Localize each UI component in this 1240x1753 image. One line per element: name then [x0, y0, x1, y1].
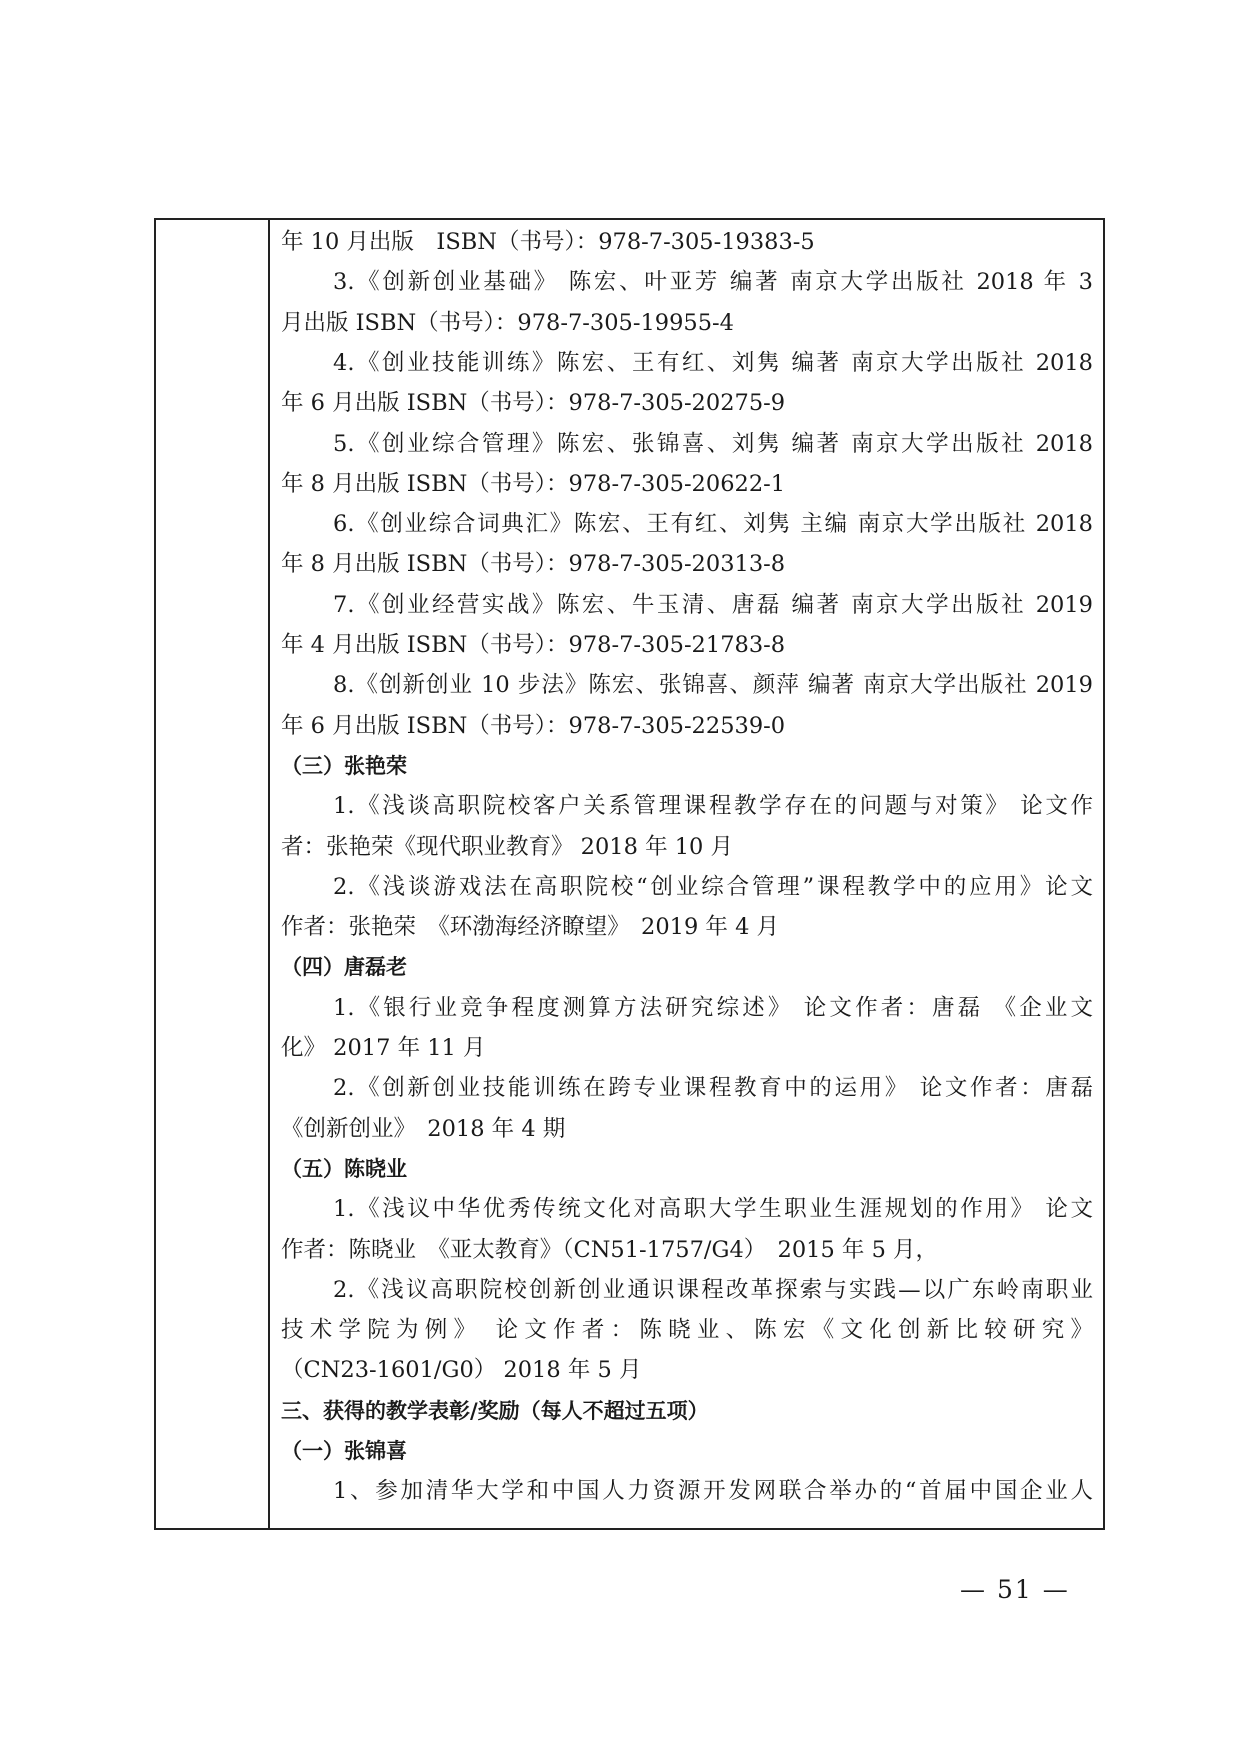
text-line: 4.《创业技能训练》陈宏、王有红、刘隽 编著 南京大学出版社 2018	[333, 349, 1093, 376]
text-line: （CN23-1601/G0） 2018 年 5 月	[281, 1357, 642, 1384]
text-line: 者：张艳荣《现代职业教育》 2018 年 10 月	[281, 833, 734, 860]
text-line: 2.《创新创业技能训练在跨专业课程教育中的运用》 论文作者：唐磊	[333, 1075, 1093, 1102]
text-line: 化》 2017 年 11 月	[281, 1035, 486, 1061]
text-line: 6.《创业综合词典汇》陈宏、王有红、刘隽 主编 南京大学出版社 2018	[333, 511, 1093, 538]
text-line: 作者：张艳荣 《环渤海经济瞭望》 2019 年 4 月	[281, 914, 780, 941]
page-number: — 51 —	[960, 1575, 1070, 1604]
text-line: 3.《创新创业基础》 陈宏、叶亚芳 编著 南京大学出版社 2018 年 3	[333, 269, 1093, 296]
text-line: 1、参加清华大学和中国人力资源开发网联合举办的“首届中国企业人	[333, 1478, 1093, 1505]
section-heading: （五）陈晓业	[281, 1156, 407, 1181]
text-line: 月出版 ISBN（书号）：978-7-305-19955-4	[281, 309, 734, 336]
text-line: 1.《浅谈高职院校客户关系管理课程教学存在的问题与对策》 论文作	[333, 793, 1093, 820]
text-line: 1.《浅议中华优秀传统文化对高职大学生职业生涯规划的作用》 论文	[333, 1196, 1093, 1223]
text-line: 年 6 月出版 ISBN（书号）：978-7-305-20275-9	[281, 390, 786, 417]
text-line: 年 8 月出版 ISBN（书号）：978-7-305-20313-8	[281, 551, 786, 578]
text-line: 8.《创新创业 10 步法》陈宏、张锦喜、颜萍 编著 南京大学出版社 2019	[333, 672, 1093, 699]
text-line: 1.《银行业竞争程度测算方法研究综述》 论文作者：唐磊 《企业文	[333, 994, 1093, 1021]
text-line: 年 8 月出版 ISBN（书号）：978-7-305-20622-1	[281, 470, 786, 497]
section-heading: 三、获得的教学表彰/奖励（每人不超过五项）	[281, 1398, 709, 1423]
table-column-divider	[268, 220, 270, 1528]
content-table	[154, 218, 1105, 1530]
section-heading: （四）唐磊老	[281, 955, 407, 980]
section-heading: （三）张艳荣	[281, 753, 407, 778]
section-heading: （一）张锦喜	[281, 1439, 407, 1463]
text-line: 年 10 月出版 ISBN（书号）：978-7-305-19383-5	[281, 229, 815, 255]
text-line: 2.《浅议高职院校创新创业通识课程改革探索与实践—以广东岭南职业	[333, 1276, 1093, 1303]
text-line: 技术学院为例》 论文作者：陈晓业、陈宏《文化创新比较研究》	[281, 1317, 1093, 1344]
text-line: 年 6 月出版 ISBN（书号）：978-7-305-22539-0	[281, 712, 786, 739]
text-line: 《创新创业》 2018 年 4 期	[281, 1115, 566, 1142]
text-line: 作者：陈晓业 《亚太教育》（CN51-1757/G4） 2015 年 5 月，	[281, 1236, 939, 1263]
text-line: 7.《创业经营实战》陈宏、牛玉清、唐磊 编著 南京大学出版社 2019	[333, 591, 1093, 618]
text-line: 5.《创业综合管理》陈宏、张锦喜、刘隽 编著 南京大学出版社 2018	[333, 430, 1093, 457]
text-line: 2.《浅谈游戏法在高职院校“创业综合管理”课程教学中的应用》论文	[333, 873, 1093, 900]
text-line: 年 4 月出版 ISBN（书号）：978-7-305-21783-8	[281, 632, 786, 658]
